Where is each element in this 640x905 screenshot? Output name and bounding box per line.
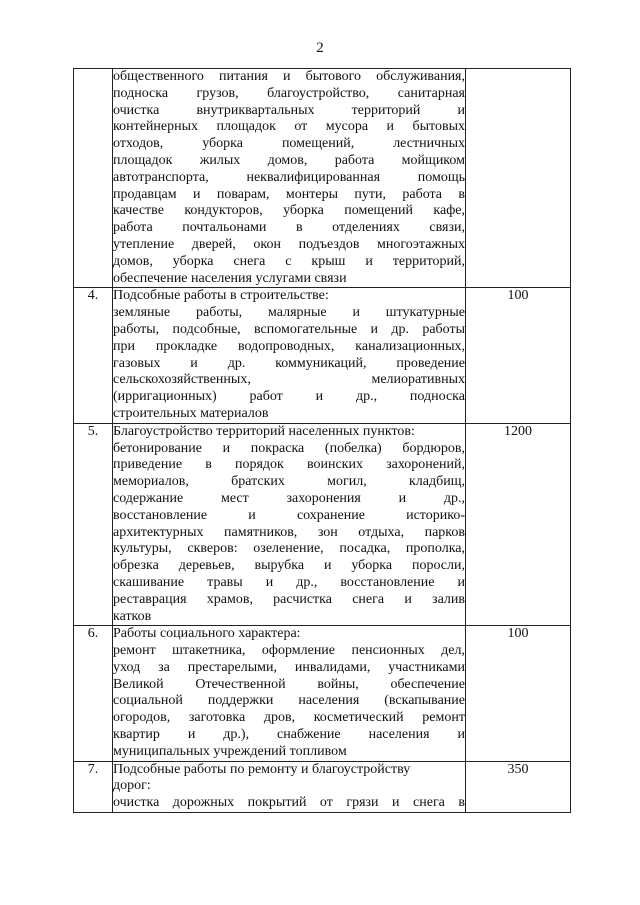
row-value: 100 bbox=[466, 288, 571, 423]
description-line: общественного питания и бытового обслуживания, bbox=[113, 69, 465, 84]
description-line: продавцам и поварам, монтеры пути, работа в bbox=[113, 186, 465, 202]
row-number: 7. bbox=[74, 761, 113, 812]
description-line: площадок жилых домов, работа мойщиком bbox=[113, 152, 465, 168]
description-line: приведение в порядок воинских захоронений, bbox=[113, 457, 465, 473]
description-line: отходов, уборка помещений, лестничных bbox=[113, 136, 465, 152]
description-line: газовых и др. коммуникаций, проведение bbox=[113, 355, 465, 371]
description-line: при прокладке водопроводных, канализационных, bbox=[113, 338, 465, 354]
work-description bbox=[113, 69, 466, 288]
description-line: Благоустройство территорий населенных пунктов: bbox=[113, 423, 415, 439]
row-number bbox=[74, 69, 113, 288]
works-table-body bbox=[74, 69, 571, 813]
table-row bbox=[74, 761, 571, 812]
table-row bbox=[74, 69, 571, 288]
row-number: 4. bbox=[74, 288, 113, 423]
description-line: (ирригационных) работ и др., подноска bbox=[113, 389, 465, 405]
table-row bbox=[74, 288, 571, 423]
description-line: квартир и др.), снабжение населения и bbox=[113, 727, 465, 743]
row-value: 1200 bbox=[466, 423, 571, 626]
description-line: культуры, скверов: озеленение, посадка, прополка, bbox=[113, 541, 465, 557]
description-line: очистка внутриквартальных территорий и bbox=[113, 102, 465, 118]
description-line: качестве кондукторов, уборка помещений кафе, bbox=[113, 203, 465, 219]
description-line: работы, подсобные, вспомогательные и др. работы bbox=[113, 321, 465, 337]
row-value: 100 bbox=[466, 626, 571, 761]
description-line: уход за престарелыми, инвалидами, участниками bbox=[113, 659, 465, 675]
description-line: Подсобные работы в строительстве: bbox=[113, 288, 329, 304]
table-row bbox=[74, 423, 571, 626]
description-line: муниципальных учреждений топливом bbox=[113, 743, 347, 759]
table-row bbox=[74, 626, 571, 761]
description-line: архитектурных памятников, зон отдыха, парков bbox=[113, 524, 465, 540]
description-line: подноска грузов, благоустройство, санитарная bbox=[113, 85, 465, 101]
work-description bbox=[113, 423, 466, 626]
description-line: катков bbox=[113, 608, 152, 624]
description-line: обеспечение населения услугами связи bbox=[113, 270, 347, 286]
row-number: 6. bbox=[74, 626, 113, 761]
description-line: мемориалов, братских могил, кладбищ, bbox=[113, 474, 465, 490]
work-description bbox=[113, 761, 466, 812]
page-number: 2 bbox=[316, 40, 324, 56]
description-line: строительных материалов bbox=[113, 405, 269, 421]
description-line: бетонирование и покраска (побелка) бордюров, bbox=[113, 440, 465, 456]
work-description bbox=[113, 626, 466, 761]
description-line: очистка дорожных покрытий от грязи и снега в bbox=[113, 795, 465, 811]
description-line: обрезка деревьев, вырубка и уборка поросли, bbox=[113, 558, 465, 574]
description-line: восстановление и сохранение историко- bbox=[113, 507, 465, 523]
description-line: сельскохозяйственных, мелиоративных bbox=[113, 372, 465, 388]
description-line: дорог: bbox=[113, 778, 151, 794]
row-value bbox=[466, 69, 571, 288]
works-table bbox=[73, 68, 571, 813]
description-line: работа почтальонами в отделениях связи, bbox=[113, 220, 465, 236]
description-line: ремонт штакетника, оформление пенсионных дел, bbox=[113, 643, 465, 659]
description-line: домов, уборка снега с крыш и территорий, bbox=[113, 253, 465, 269]
description-line: реставрация храмов, расчистка снега и залив bbox=[113, 591, 465, 607]
description-line: огородов, заготовка дров, косметический ремонт bbox=[113, 710, 465, 726]
row-number: 5. bbox=[74, 423, 113, 626]
row-value: 350 bbox=[466, 761, 571, 812]
description-line: автотранспорта, неквалифицированная помощь bbox=[113, 169, 465, 185]
description-line: Великой Отечественной войны, обеспечение bbox=[113, 676, 465, 692]
description-line: утепление дверей, окон подъездов многоэтажных bbox=[113, 236, 465, 252]
description-line: содержание мест захоронения и др., bbox=[113, 490, 465, 506]
description-line: скашивание травы и др., восстановление и bbox=[113, 574, 465, 590]
description-line: Работы социального характера: bbox=[113, 626, 301, 642]
description-line: социальной поддержки населения (вскапывание bbox=[113, 693, 465, 709]
description-line: контейнерных площадок от мусора и бытовых bbox=[113, 119, 465, 135]
description-line: земляные работы, малярные и штукатурные bbox=[113, 305, 465, 321]
work-description bbox=[113, 288, 466, 423]
description-line: Подсобные работы по ремонту и благоустройству bbox=[113, 761, 411, 777]
